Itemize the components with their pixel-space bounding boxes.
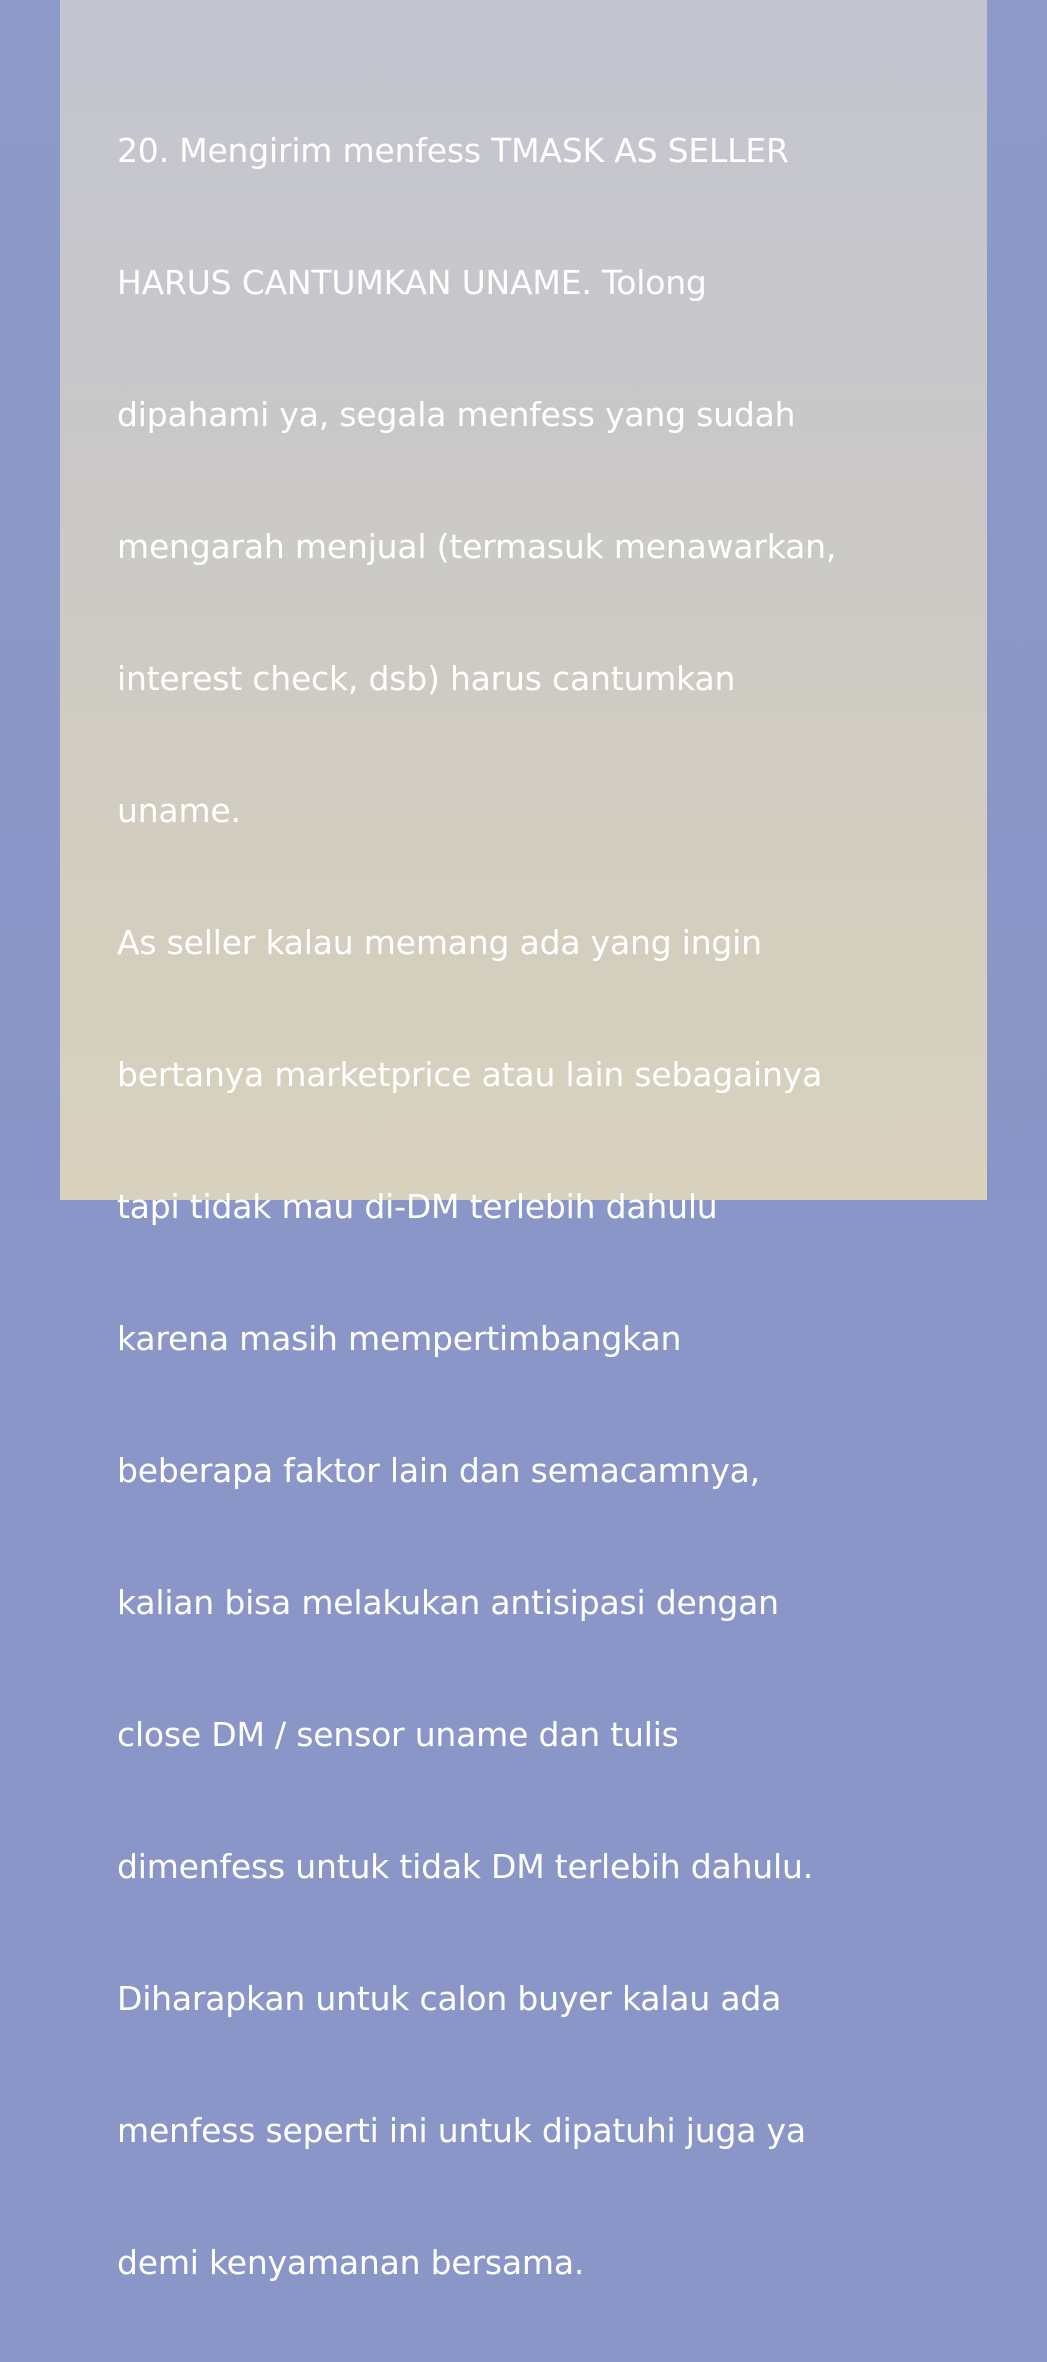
rule-line: kalian bisa melakukan antisipasi dengan <box>117 1583 779 1622</box>
rule-line: beberapa faktor lain dan semacamnya, <box>117 1451 760 1490</box>
left-background-strip <box>0 0 60 1200</box>
rule-line: dipahami ya, segala menfess yang sudah <box>117 395 796 434</box>
rule-line: menfess seperti ini untuk dipatuhi juga ya <box>117 2111 806 2150</box>
rule-line: 20. Mengirim menfess TMASK AS SELLER <box>117 131 789 170</box>
rule-line: demi kenyamanan bersama. <box>117 2243 585 2282</box>
rule-line: mengarah menjual (termasuk menawarkan, <box>117 527 837 566</box>
rule-line: As seller kalau memang ada yang ingin <box>117 923 762 962</box>
rule-line: karena masih mempertimbangkan <box>117 1319 682 1358</box>
rule-line: bertanya marketprice atau lain sebagainya <box>117 1055 823 1094</box>
rule-line: close DM / sensor uname dan tulis <box>117 1715 679 1754</box>
rule-line: HARUS CANTUMKAN UNAME. Tolong <box>117 263 707 302</box>
right-background-strip <box>987 0 1047 1200</box>
rule-card <box>60 0 987 2282</box>
rule-line: uname. <box>117 791 241 830</box>
rule-line: Diharapkan untuk calon buyer kalau ada <box>117 1979 782 2018</box>
rule-line: dimenfess untuk tidak DM terlebih dahulu. <box>117 1847 813 1886</box>
rule-line: tapi tidak mau di-DM terlebih dahulu <box>117 1187 718 1226</box>
rule-text-block <box>117 52 947 2362</box>
rule-line: interest check, dsb) harus cantumkan <box>117 659 736 698</box>
